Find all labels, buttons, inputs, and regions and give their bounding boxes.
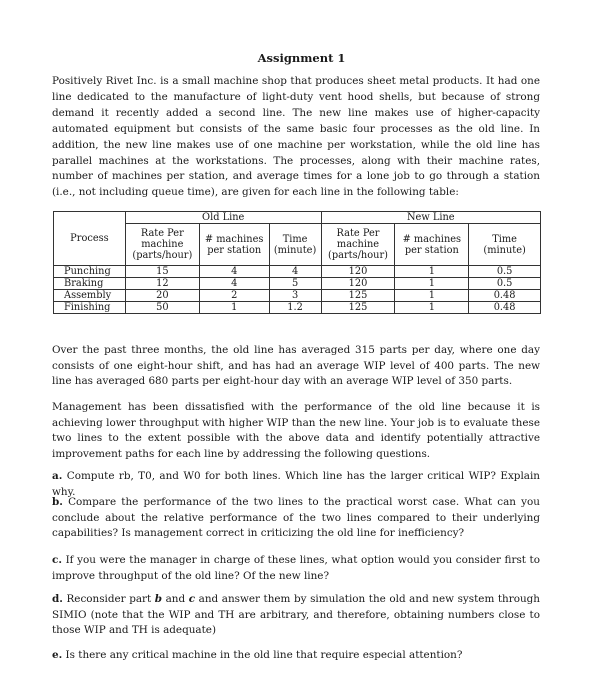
question-c-text: If you were the manager in charge of these lines, what option would you consider first to improve throughput of the old line? Of the new line? — [52, 554, 540, 582]
question-c — [52, 553, 540, 584]
question-b — [52, 495, 540, 542]
cell-new-machines: 1 — [395, 266, 469, 278]
table-row — [54, 290, 541, 302]
group-old-line: Old Line — [125, 212, 321, 224]
group-new-line: New Line — [321, 212, 540, 224]
question-d-text-mid: and — [165, 593, 186, 605]
cell-old-time: 5 — [269, 278, 321, 290]
cell-old-machines: 4 — [199, 278, 269, 290]
header-new-machines: # machines per station — [395, 224, 469, 266]
process-table — [53, 211, 541, 314]
cell-old-time: 1.2 — [269, 302, 321, 314]
table-row — [54, 266, 541, 278]
cell-new-time: 0.5 — [469, 278, 541, 290]
cell-new-machines: 1 — [395, 290, 469, 302]
header-process: Process — [54, 212, 126, 266]
question-d-part-c: c — [188, 593, 196, 605]
cell-old-time: 3 — [269, 290, 321, 302]
cell-old-machines: 1 — [199, 302, 269, 314]
cell-new-time: 0.48 — [469, 290, 541, 302]
question-a-letter: a. — [52, 470, 63, 482]
cell-new-machines: 1 — [395, 302, 469, 314]
cell-new-machines: 1 — [395, 278, 469, 290]
cell-new-rate: 120 — [321, 278, 395, 290]
question-c-letter: c. — [52, 554, 62, 566]
cell-old-rate: 12 — [125, 278, 199, 290]
cell-old-rate: 20 — [125, 290, 199, 302]
cell-old-machines: 4 — [199, 266, 269, 278]
cell-new-rate: 125 — [321, 302, 395, 314]
intro-paragraph: Positively Rivet Inc. is a small machine shop that produces sheet metal products. It had one line dedicated to the manufacture of light-duty vent hood shells, but because of strong demand it recently added a second line. The new line makes use of higher-capacity automated equipment but consists of the same basic four processes as the old line. In addition, the new line makes use of one machine per workstation, while the old line has parallel machines at the workstations. The processes, along with their machine rates, number of machines per station, and average times for a lone job to go through a station (i.e., not including queue time), are given for each line in the following table: — [52, 75, 540, 199]
header-old-time: Time (minute) — [269, 224, 321, 266]
cell-old-time: 4 — [269, 266, 321, 278]
table-row — [54, 278, 541, 290]
header-new-time: Time (minute) — [469, 224, 541, 266]
header-old-rate: Rate Per machine (parts/hour) — [125, 224, 199, 266]
question-b-text: Compare the performance of the two lines to the practical worst case. What can you conclude about the relative performance of the two lines compared to their underlying capabilities? Is management correct in criticizing the old line for inefficiency? — [52, 496, 540, 540]
question-e-text: Is there any critical machine in the old line that require especial attention? — [65, 649, 463, 661]
question-d-part-b: b — [154, 593, 163, 605]
cell-new-time: 0.5 — [469, 266, 541, 278]
cell-process: Assembly — [54, 290, 126, 302]
cell-new-time: 0.48 — [469, 302, 541, 314]
question-d-text-pre: Reconsider part — [66, 593, 152, 605]
cell-new-rate: 125 — [321, 290, 395, 302]
management-paragraph: Management has been dissatisfied with the performance of the old line because it is achieving lower throughput with higher WIP than the new line. Your job is to evaluate these two lines to the extent possible with the above data and identify potentially attractive improvement paths for each line by addressing the following questions. — [52, 401, 540, 460]
cell-old-machines: 2 — [199, 290, 269, 302]
cell-process: Braking — [54, 278, 126, 290]
question-b-letter: b. — [52, 496, 63, 508]
assignment-title: Assignment 1 — [257, 51, 346, 65]
table-row — [54, 302, 541, 314]
question-d-letter: d. — [52, 593, 63, 605]
question-e-letter: e. — [52, 649, 63, 661]
question-a-text: Compute rb, T0, and W0 for both lines. Which line has the larger critical WIP? Explain why. — [52, 470, 540, 498]
question-d — [52, 592, 540, 639]
question-e — [52, 648, 540, 664]
cell-process: Finishing — [54, 302, 126, 314]
header-old-machines: # machines per station — [199, 224, 269, 266]
cell-old-rate: 50 — [125, 302, 199, 314]
cell-old-rate: 15 — [125, 266, 199, 278]
cell-new-rate: 120 — [321, 266, 395, 278]
question-d-text-post: and answer them by simulation the old and new system through SIMIO (note that the WIP and TH are arbitrary, and therefore, obtaining numbers close to those WIP and TH is adequate) — [52, 593, 540, 637]
header-new-rate: Rate Per machine (parts/hour) — [321, 224, 395, 266]
history-paragraph: Over the past three months, the old line has averaged 315 parts per day, where one day consists of one eight-hour shift, and has had an average WIP level of 400 parts. The new line has averaged 680 parts per eight-hour day with an average WIP level of 350 parts. — [52, 344, 540, 388]
cell-process: Punching — [54, 266, 126, 278]
